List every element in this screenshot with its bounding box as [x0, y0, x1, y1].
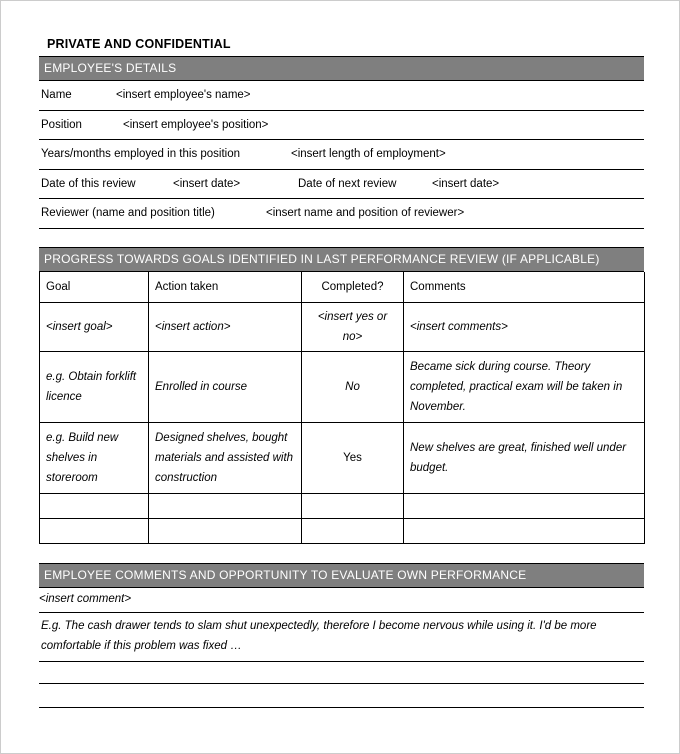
- action-example-cell: Designed shelves, bought materials and assisted with construction: [149, 422, 302, 493]
- goal-blank-cell[interactable]: [40, 493, 149, 518]
- review-date-value-placeholder[interactable]: <insert date>: [173, 177, 241, 190]
- goal-column-header: Goal: [40, 272, 149, 303]
- goal-example-cell: e.g. Build new shelves in storeroom: [40, 422, 149, 493]
- progress-banner: PROGRESS TOWARDS GOALS IDENTIFIED IN LAST PERFORMANCE REVIEW (IF APPLICABLE): [39, 247, 644, 272]
- goals-row-example-1: [40, 351, 645, 422]
- employee-comments-banner: EMPLOYEE COMMENTS AND OPPORTUNITY TO EVALUATE OWN PERFORMANCE: [39, 563, 644, 588]
- goal-placeholder-cell[interactable]: <insert goal>: [40, 302, 149, 351]
- position-value-placeholder[interactable]: <insert employee's position>: [123, 118, 269, 131]
- comment-placeholder[interactable]: <insert comment>: [39, 588, 644, 613]
- goals-table: [39, 272, 645, 544]
- comments-blank-cell[interactable]: [404, 493, 645, 518]
- completed-column-header: Completed?: [302, 272, 404, 303]
- comments-placeholder-cell[interactable]: <insert comments>: [404, 302, 645, 351]
- tenure-label: Years/months employed in this position: [41, 148, 241, 160]
- comments-example-cell: Became sick during course. Theory completed, practical exam will be taken in November.: [404, 351, 645, 422]
- reviewer-value-placeholder[interactable]: <insert name and position of reviewer>: [266, 207, 465, 219]
- position-label: Position: [41, 118, 82, 131]
- next-review-value-placeholder[interactable]: <insert date>: [432, 177, 500, 190]
- reviewer-label: Reviewer (name and position title): [41, 207, 215, 219]
- action-placeholder-cell[interactable]: <insert action>: [149, 302, 302, 351]
- section-spacer: [39, 544, 644, 563]
- progress-section: [39, 247, 644, 544]
- comments-example-cell: New shelves are great, finished well under budget.: [404, 422, 645, 493]
- employee-details-section: [39, 56, 644, 229]
- goals-row-example-2: [40, 422, 645, 493]
- tenure-value-placeholder[interactable]: <insert length of employment>: [291, 148, 446, 160]
- review-date-label: Date of this review: [41, 177, 136, 190]
- completed-example-cell: No: [302, 351, 404, 422]
- comment-blank-line[interactable]: [39, 684, 644, 708]
- document-content: [39, 56, 644, 708]
- detail-row-reviewer: [39, 199, 644, 229]
- goal-blank-cell[interactable]: [40, 518, 149, 543]
- comments-blank-cell[interactable]: [404, 518, 645, 543]
- completed-example-cell: Yes: [302, 422, 404, 493]
- completed-blank-cell[interactable]: [302, 518, 404, 543]
- action-blank-cell[interactable]: [149, 518, 302, 543]
- next-review-label: Date of next review: [298, 177, 397, 190]
- detail-row-tenure: [39, 140, 644, 170]
- action-blank-cell[interactable]: [149, 493, 302, 518]
- detail-row-name: [39, 81, 644, 111]
- name-value-placeholder[interactable]: <insert employee's name>: [116, 89, 251, 101]
- detail-row-review-dates: [39, 170, 644, 200]
- comments-column-header: Comments: [404, 272, 645, 303]
- goal-example-cell: e.g. Obtain forklift licence: [40, 351, 149, 422]
- goals-row-blank: [40, 518, 645, 543]
- comment-blank-line[interactable]: [39, 662, 644, 684]
- goals-table-header-row: [40, 272, 645, 303]
- comment-example-text: E.g. The cash drawer tends to slam shut unexpectedly, therefore I become nervous while using it. I'd be more comfortable if this problem was fixed …: [39, 613, 644, 662]
- goals-row-blank: [40, 493, 645, 518]
- goals-row-placeholder: [40, 302, 645, 351]
- section-spacer: [39, 229, 644, 247]
- confidential-heading: PRIVATE AND CONFIDENTIAL: [47, 37, 231, 51]
- employee-details-banner: EMPLOYEE'S DETAILS: [39, 56, 644, 81]
- detail-row-position: [39, 111, 644, 141]
- name-label: Name: [41, 89, 72, 101]
- employee-comments-section: [39, 563, 644, 708]
- completed-blank-cell[interactable]: [302, 493, 404, 518]
- action-column-header: Action taken: [149, 272, 302, 303]
- action-example-cell: Enrolled in course: [149, 351, 302, 422]
- completed-placeholder-cell[interactable]: <insert yes or no>: [302, 302, 404, 351]
